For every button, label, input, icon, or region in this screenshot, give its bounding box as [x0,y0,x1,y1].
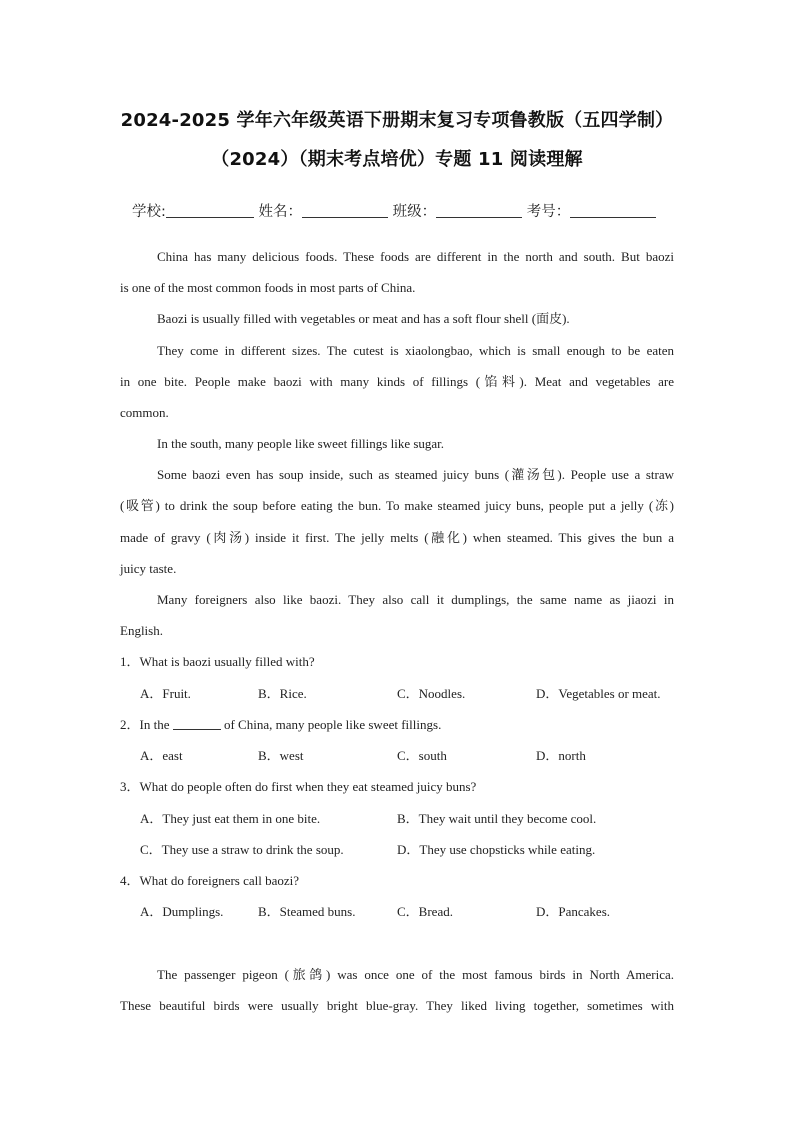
question-4-option-d[interactable]: D．Pancakes. [536,904,611,919]
school-label: 学校: [132,204,166,220]
passage-line: Many foreigners also like baozi. They also call it dumplings, the same name as jiaozi in [157,592,674,607]
name-field[interactable] [302,203,388,218]
question-1-stem: 1．What is baozi usually filled with? [120,654,315,669]
question-4-option-c[interactable]: C．Bread. [397,904,453,919]
question-3-option-c[interactable]: C．They use a straw to drink the soup. [140,842,344,857]
question-3-option-d[interactable]: D．They use chopsticks while eating. [397,842,596,857]
question-2-stem-start: 2．In the [120,717,173,732]
passage-line: English. [120,623,163,638]
passage-line: in one bite. People make baozi with many kinds of fillings (馅料). Meat and vegetables are [120,374,674,389]
question-2-option-a[interactable]: A．east [140,748,183,763]
page-title: 2024-2025 学年六年级英语下册期末复习专项鲁教版（五四学制） [120,110,674,131]
passage-line: Some baozi even has soup inside, such as steamed juicy buns (灌汤包). People use a straw [157,467,674,482]
question-3-stem: 3．What do people often do first when they eat steamed juicy buns? [120,779,477,794]
question-2-stem [120,716,441,734]
passage-line: is one of the most common foods in most parts of China. [120,280,416,295]
question-1-option-b[interactable]: B．Rice. [258,686,307,701]
question-1-option-a[interactable]: A．Fruit. [140,686,191,701]
name-label: 姓名： [258,204,302,220]
passage-line: common. [120,405,169,420]
question-1-option-c[interactable]: C．Noodles. [397,686,466,701]
student-info-row [132,200,692,221]
question-1-option-d[interactable]: D．Vegetables or meat. [536,686,661,701]
question-2-option-b[interactable]: B．west [258,748,304,763]
passage-line: They come in different sizes. The cutest is xiaolongbao, which is small enough to be eaten [157,343,674,358]
passage-line: China has many delicious foods. These foods are different in the north and south. But baozi [157,249,674,264]
question-2-option-d[interactable]: D．north [536,748,586,763]
question-2-stem-end: of China, many people like sweet fillings. [220,717,442,732]
passage-line: made of gravy (肉汤) inside it first. The jelly melts (融化) when steamed. This gives the bun a [120,530,674,545]
passage-line: In the south, many people like sweet fillings like sugar. [157,436,445,451]
question-4-stem: 4．What do foreigners call baozi? [120,873,300,888]
passage-line: These beautiful birds were usually bright blue-gray. They liked living together, sometimes with [120,998,674,1013]
question-3-option-a[interactable]: A．They just eat them in one bite. [140,811,321,826]
number-field[interactable] [570,203,656,218]
passage-line: Baozi is usually filled with vegetables or meat and has a soft flour shell (面皮). [157,311,570,326]
number-label: 考号： [526,204,571,220]
passage-line: (吸管) to drink the soup before eating the bun. To make steamed juicy buns, people put a jelly (冻) [120,498,674,513]
question-2-blank[interactable] [173,717,221,730]
page-subtitle: （2024）（期末考点培优）专题 11 阅读理解 [211,149,583,170]
question-4-option-b[interactable]: B．Steamed buns. [258,904,356,919]
passage-line: The passenger pigeon (旅鸽) was once one of the most famous birds in North America. [157,967,674,982]
school-field[interactable] [166,203,254,218]
class-label: 班级： [392,204,437,220]
question-3-option-b[interactable]: B．They wait until they become cool. [397,811,597,826]
class-field[interactable] [436,203,522,218]
passage-line: juicy taste. [120,561,177,576]
question-2-option-c[interactable]: C．south [397,748,447,763]
question-4-option-a[interactable]: A．Dumplings. [140,904,224,919]
